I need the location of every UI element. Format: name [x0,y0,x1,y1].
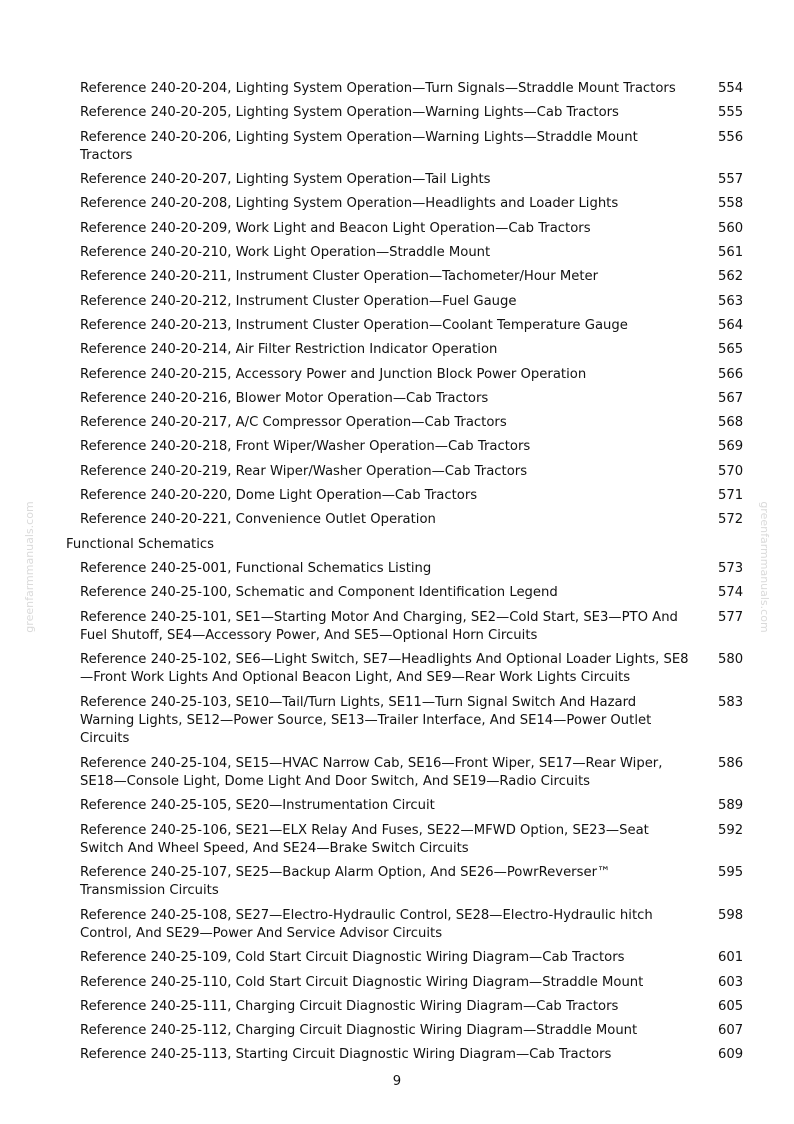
toc-entry[interactable] [0,1019,794,1043]
toc-entry-title: Reference 240-20-207, Lighting System Operation—Tail Lights [80,172,491,188]
toc-entry-title: Reference 240-20-219, Rear Wiper/Washer Operation—Cab Tractors [80,463,528,479]
toc-entry-title: Reference 240-25-106, SE21—ELX Relay And Fuses, SE22—MFWD Option, SE23—Seat Switch And Wheel Speed, And SE24—Brake Switch Circuits [80,822,649,856]
toc-entry[interactable] [0,411,794,435]
toc-entry-title: Reference 240-25-113, Starting Circuit Diagnostic Wiring Diagram—Cab Tractors [80,1047,612,1063]
toc-entry-page: 570 [718,463,744,479]
toc-entry-page: 568 [718,415,744,431]
toc-entry-page: 586 [718,755,744,771]
toc-entry[interactable] [0,290,794,314]
toc-entry[interactable] [0,606,794,649]
toc-entry-title: Reference 240-20-210, Work Light Operation—Straddle Mount [80,245,491,261]
toc-entry-page: 558 [718,196,744,212]
toc-entry-title: Reference 240-20-212, Instrument Cluster Operation—Fuel Gauge [80,293,517,309]
toc-entry[interactable] [0,581,794,605]
toc-entry-title: Reference 240-25-101, SE1—Starting Motor And Charging, SE2—Cold Start, SE3—PTO And Fuel Shutoff, SE4—Accessory Power, And SE5—Optional Horn Circuits [80,609,678,643]
toc-entry-page: 583 [718,694,744,710]
toc-entry[interactable] [0,241,794,265]
toc-entry-title: Reference 240-25-105, SE20—Instrumentation Circuit [80,798,435,814]
toc-entry-page: 609 [718,1047,744,1063]
toc-entry-page: 592 [718,822,744,838]
toc-entry[interactable] [0,1043,794,1067]
toc-entry-title: Reference 240-20-209, Work Light and Beacon Light Operation—Cab Tractors [80,220,591,236]
toc-entry[interactable] [0,995,794,1019]
watermark-right: greenfarmmanuals.com [758,501,771,633]
toc-entry[interactable] [0,314,794,338]
toc-entry-title: Reference 240-20-204, Lighting System Operation—Turn Signals—Straddle Mount Tractors [80,81,676,96]
toc-entry[interactable] [0,648,794,691]
toc-entry-page: 607 [718,1023,744,1039]
toc-entry-page: 557 [718,172,744,188]
toc-entry-title: Reference 240-20-218, Front Wiper/Washer Operation—Cab Tractors [80,439,531,455]
toc-entry-title: Reference 240-25-102, SE6—Light Switch, SE7—Headlights And Optional Loader Lights, SE8—Front Work Lights And Optional Beacon Light, And SE9—Rear Work Lights Circuits [80,652,689,686]
toc-entry-page: 598 [718,907,744,923]
toc-entry-title: Reference 240-20-217, A/C Compressor Operation—Cab Tractors [80,415,507,431]
toc-entry-title: Reference 240-25-108, SE27—Electro-Hydraulic Control, SE28—Electro-Hydraulic hitch Control, And SE29—Power And Service Advisor Circuits [80,907,653,941]
toc-entry-page: 563 [718,293,744,309]
toc-entry-title: Reference 240-25-104, SE15—HVAC Narrow Cab, SE16—Front Wiper, SE17—Rear Wiper, SE18—Console Light, Dome Light And Door Switch, And SE19—Radio Circuits [80,755,663,789]
toc-entry-page: 564 [718,317,744,333]
toc-entry-page: 555 [718,105,744,121]
toc-entry[interactable] [0,752,794,795]
toc-entry-title: Reference 240-25-110, Cold Start Circuit Diagnostic Wiring Diagram—Straddle Mount [80,974,644,990]
toc-entry-page: 554 [718,81,744,96]
page-number: 9 [392,1074,402,1089]
toc-entry-page: 603 [718,974,744,990]
toc-entry[interactable] [0,484,794,508]
toc-entry[interactable] [0,168,794,192]
toc-entry[interactable] [0,363,794,387]
toc-entry[interactable] [0,904,794,947]
toc-entry-page: 567 [718,390,744,406]
toc-entry-page: 561 [718,245,744,261]
toc-entry[interactable] [0,691,794,752]
toc-entry[interactable] [0,971,794,995]
toc-entry-page: 595 [718,865,744,881]
toc-entry[interactable] [0,338,794,362]
toc-entry-title: Reference 240-25-100, Schematic and Component Identification Legend [80,585,558,601]
toc-entry-page: 574 [718,585,744,601]
toc-entry-title: Reference 240-25-112, Charging Circuit Diagnostic Wiring Diagram—Straddle Mount [80,1023,638,1039]
toc-entry-title: Reference 240-20-215, Accessory Power and Junction Block Power Operation [80,366,587,382]
toc-entry-page: 580 [718,652,744,668]
toc-entry-title: Reference 240-20-211, Instrument Cluster Operation—Tachometer/Hour Meter [80,269,599,285]
toc-entry[interactable] [0,217,794,241]
toc-entry-page: 605 [718,998,744,1014]
toc-entry-page: 571 [718,488,744,504]
table-of-contents [0,77,794,1068]
toc-entry-title: Reference 240-20-208, Lighting System Operation—Headlights and Loader Lights [80,196,619,212]
toc-entry-title: Reference 240-20-213, Instrument Cluster Operation—Coolant Temperature Gauge [80,317,628,333]
toc-entry-page: 562 [718,269,744,285]
toc-entry[interactable] [0,557,794,581]
toc-entry[interactable] [0,819,794,862]
toc-entry-title: Reference 240-20-221, Convenience Outlet Operation [80,512,436,528]
toc-entry-page: 560 [718,220,744,236]
section-heading: Functional Schematics [66,536,215,552]
toc-entry-page: 577 [718,609,744,625]
toc-entry-title: Reference 240-20-220, Dome Light Operation—Cab Tractors [80,488,478,504]
toc-entry[interactable] [0,387,794,411]
toc-entry-title: Reference 240-20-205, Lighting System Operation—Warning Lights—Cab Tractors [80,105,619,121]
toc-entry-title: Reference 240-25-111, Charging Circuit Diagnostic Wiring Diagram—Cab Tractors [80,998,619,1014]
toc-entry-page: 572 [718,512,744,528]
toc-entry-page: 601 [718,950,744,966]
toc-entry[interactable] [0,101,794,125]
toc-entry-title: Reference 240-25-001, Functional Schematics Listing [80,560,432,576]
toc-entry-title: Reference 240-20-214, Air Filter Restriction Indicator Operation [80,342,498,358]
toc-entry[interactable] [0,946,794,970]
toc-entry-title: Reference 240-25-103, SE10—Tail/Turn Lights, SE11—Turn Signal Switch And Hazard Warning Lights, SE12—Power Source, SE13—Trailer Interface, And SE14—Power Outlet Circuits [80,694,652,747]
toc-entry[interactable] [0,126,794,169]
toc-entry-page: 565 [718,342,744,358]
watermark-left: greenfarmmanuals.com [23,501,36,633]
toc-entry[interactable] [0,861,794,904]
toc-entry[interactable] [0,508,794,532]
toc-entry[interactable] [0,435,794,459]
toc-entry-title: Reference 240-25-107, SE25—Backup Alarm Option, And SE26—PowrReverser™ Transmission Circuits [80,865,611,899]
toc-entry-page: 589 [718,798,744,814]
toc-entry-page: 556 [718,129,744,145]
toc-entry-page: 573 [718,560,744,576]
toc-entry-title: Reference 240-20-206, Lighting System Operation—Warning Lights—Straddle Mount Tractors [80,129,638,163]
toc-entry[interactable] [0,77,794,101]
toc-entry-page: 566 [718,366,744,382]
toc-entry[interactable] [0,460,794,484]
toc-entry-title: Reference 240-20-216, Blower Motor Operation—Cab Tractors [80,390,489,406]
toc-entry-page: 569 [718,439,744,455]
toc-entry[interactable] [0,192,794,216]
toc-entry[interactable] [0,794,794,818]
toc-entry-title: Reference 240-25-109, Cold Start Circuit Diagnostic Wiring Diagram—Cab Tractors [80,950,625,966]
toc-entry[interactable] [0,265,794,289]
